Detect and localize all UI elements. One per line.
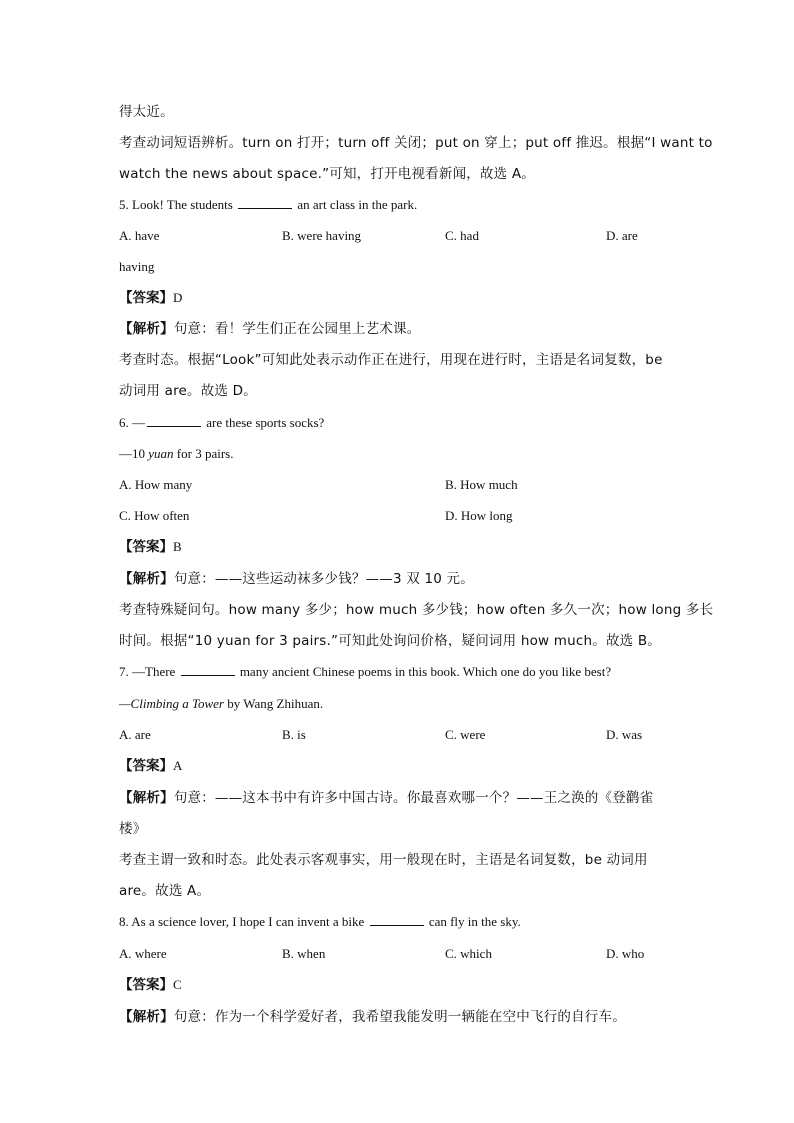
text-line: 时间。根据“10 yuan for 3 pairs.”可知此处询问价格，疑问词用 how much。故选 B。 bbox=[119, 633, 662, 649]
answer-value: D bbox=[173, 290, 183, 305]
question-7-reply bbox=[119, 692, 674, 716]
option-b: B. is bbox=[282, 727, 306, 742]
reply-text: by Wang Zhihuan. bbox=[224, 696, 324, 711]
answer-blank bbox=[370, 913, 424, 926]
reply-text: —10 bbox=[119, 446, 149, 461]
option-c: C. How often bbox=[119, 508, 190, 523]
answer-value: C bbox=[173, 977, 182, 992]
option-d: D. who bbox=[606, 946, 645, 961]
answer-blank bbox=[147, 414, 201, 427]
answer-line bbox=[119, 286, 674, 310]
question-6-options-row1 bbox=[119, 473, 674, 497]
question-text: 7. —There bbox=[119, 664, 176, 679]
option-b: B. were having bbox=[282, 228, 362, 243]
analysis-text: 句意：——这本书中有许多中国古诗。你最喜欢哪一个？——王之涣的《登鹳雀 bbox=[173, 790, 654, 806]
option-a: A. where bbox=[119, 946, 167, 961]
answer-line bbox=[119, 973, 674, 997]
text-line: watch the news about space.”可知，打开电视看新闻，故选 A。 bbox=[119, 166, 536, 182]
text-line: 考查主谓一致和时态。此处表示客观事实，用一般现在时，主语是名词复数，be 动词用 bbox=[119, 852, 648, 868]
option-d: D. are bbox=[606, 228, 638, 243]
analysis-tag: 【解析】 bbox=[119, 571, 174, 587]
question-7-options bbox=[119, 723, 674, 747]
option-c: C. had bbox=[445, 228, 479, 243]
option-c: C. were bbox=[445, 727, 486, 742]
analysis-text: 句意：作为一个科学爱好者，我希望我能发明一辆能在空中飞行的自行车。 bbox=[173, 1009, 626, 1025]
question-6 bbox=[119, 411, 674, 435]
question-5 bbox=[119, 193, 674, 217]
answer-value: A bbox=[173, 758, 183, 773]
analysis-tag: 【解析】 bbox=[119, 1009, 174, 1025]
question-text: are these sports socks? bbox=[206, 415, 325, 430]
question-text: can fly in the sky. bbox=[428, 914, 521, 929]
analysis-tag: 【解析】 bbox=[119, 321, 174, 337]
answer-blank bbox=[238, 196, 292, 209]
analysis-line bbox=[119, 317, 674, 341]
question-8 bbox=[119, 910, 674, 934]
question-text: 5. Look! The students bbox=[119, 197, 233, 212]
text-line: 得太近。 bbox=[119, 104, 174, 120]
answer-value: B bbox=[173, 539, 182, 554]
poem-title: —Climbing a Tower bbox=[119, 696, 224, 711]
reply-unit: yuan bbox=[148, 446, 174, 461]
answer-tag: 【答案】 bbox=[119, 539, 173, 555]
text-line: 楼》 bbox=[119, 821, 147, 837]
question-text: 8. As a science lover, I hope I can invent a bike bbox=[119, 914, 365, 929]
text-line: 动词用 are。故选 D。 bbox=[119, 383, 257, 399]
option-c: C. which bbox=[445, 946, 492, 961]
option-wrap: having bbox=[119, 259, 155, 274]
analysis-line bbox=[119, 786, 674, 810]
answer-line bbox=[119, 754, 674, 778]
option-d: D. How long bbox=[445, 508, 513, 523]
question-7 bbox=[119, 660, 674, 684]
answer-tag: 【答案】 bbox=[119, 758, 173, 774]
analysis-text: 句意：——这些运动袜多少钱？——3 双 10 元。 bbox=[173, 571, 474, 587]
reply-text: for 3 pairs. bbox=[173, 446, 234, 461]
question-text: many ancient Chinese poems in this book. Which one do you like best? bbox=[239, 664, 612, 679]
question-5-options bbox=[119, 224, 674, 248]
analysis-line bbox=[119, 1005, 674, 1029]
text-line: 考查特殊疑问句。how many 多少；how much 多少钱；how often 多久一次；how long 多长 bbox=[119, 602, 714, 618]
question-6-reply bbox=[119, 442, 674, 466]
text-line: are。故选 A。 bbox=[119, 883, 211, 899]
answer-line bbox=[119, 535, 674, 559]
question-6-options-row2 bbox=[119, 504, 674, 528]
text-line: 考查动词短语辨析。turn on 打开；turn off 关闭；put on 穿上；put off 推迟。根据“I want to bbox=[119, 135, 713, 151]
option-a: A. have bbox=[119, 228, 160, 243]
answer-blank bbox=[181, 663, 235, 676]
answer-tag: 【答案】 bbox=[119, 977, 173, 993]
option-b: B. when bbox=[282, 946, 326, 961]
text-line: 考查时态。根据“Look”可知此处表示动作正在进行，用现在进行时，主语是名词复数，be bbox=[119, 352, 663, 368]
option-a: A. are bbox=[119, 727, 151, 742]
analysis-tag: 【解析】 bbox=[119, 790, 174, 806]
option-d: D. was bbox=[606, 727, 643, 742]
question-8-options bbox=[119, 942, 674, 966]
option-b: B. How much bbox=[445, 477, 518, 492]
question-text: an art class in the park. bbox=[297, 197, 418, 212]
option-a: A. How many bbox=[119, 477, 193, 492]
answer-tag: 【答案】 bbox=[119, 290, 173, 306]
question-text: 6. — bbox=[119, 415, 145, 430]
analysis-line bbox=[119, 567, 674, 591]
analysis-text: 句意：看！学生们正在公园里上艺术课。 bbox=[173, 321, 421, 337]
